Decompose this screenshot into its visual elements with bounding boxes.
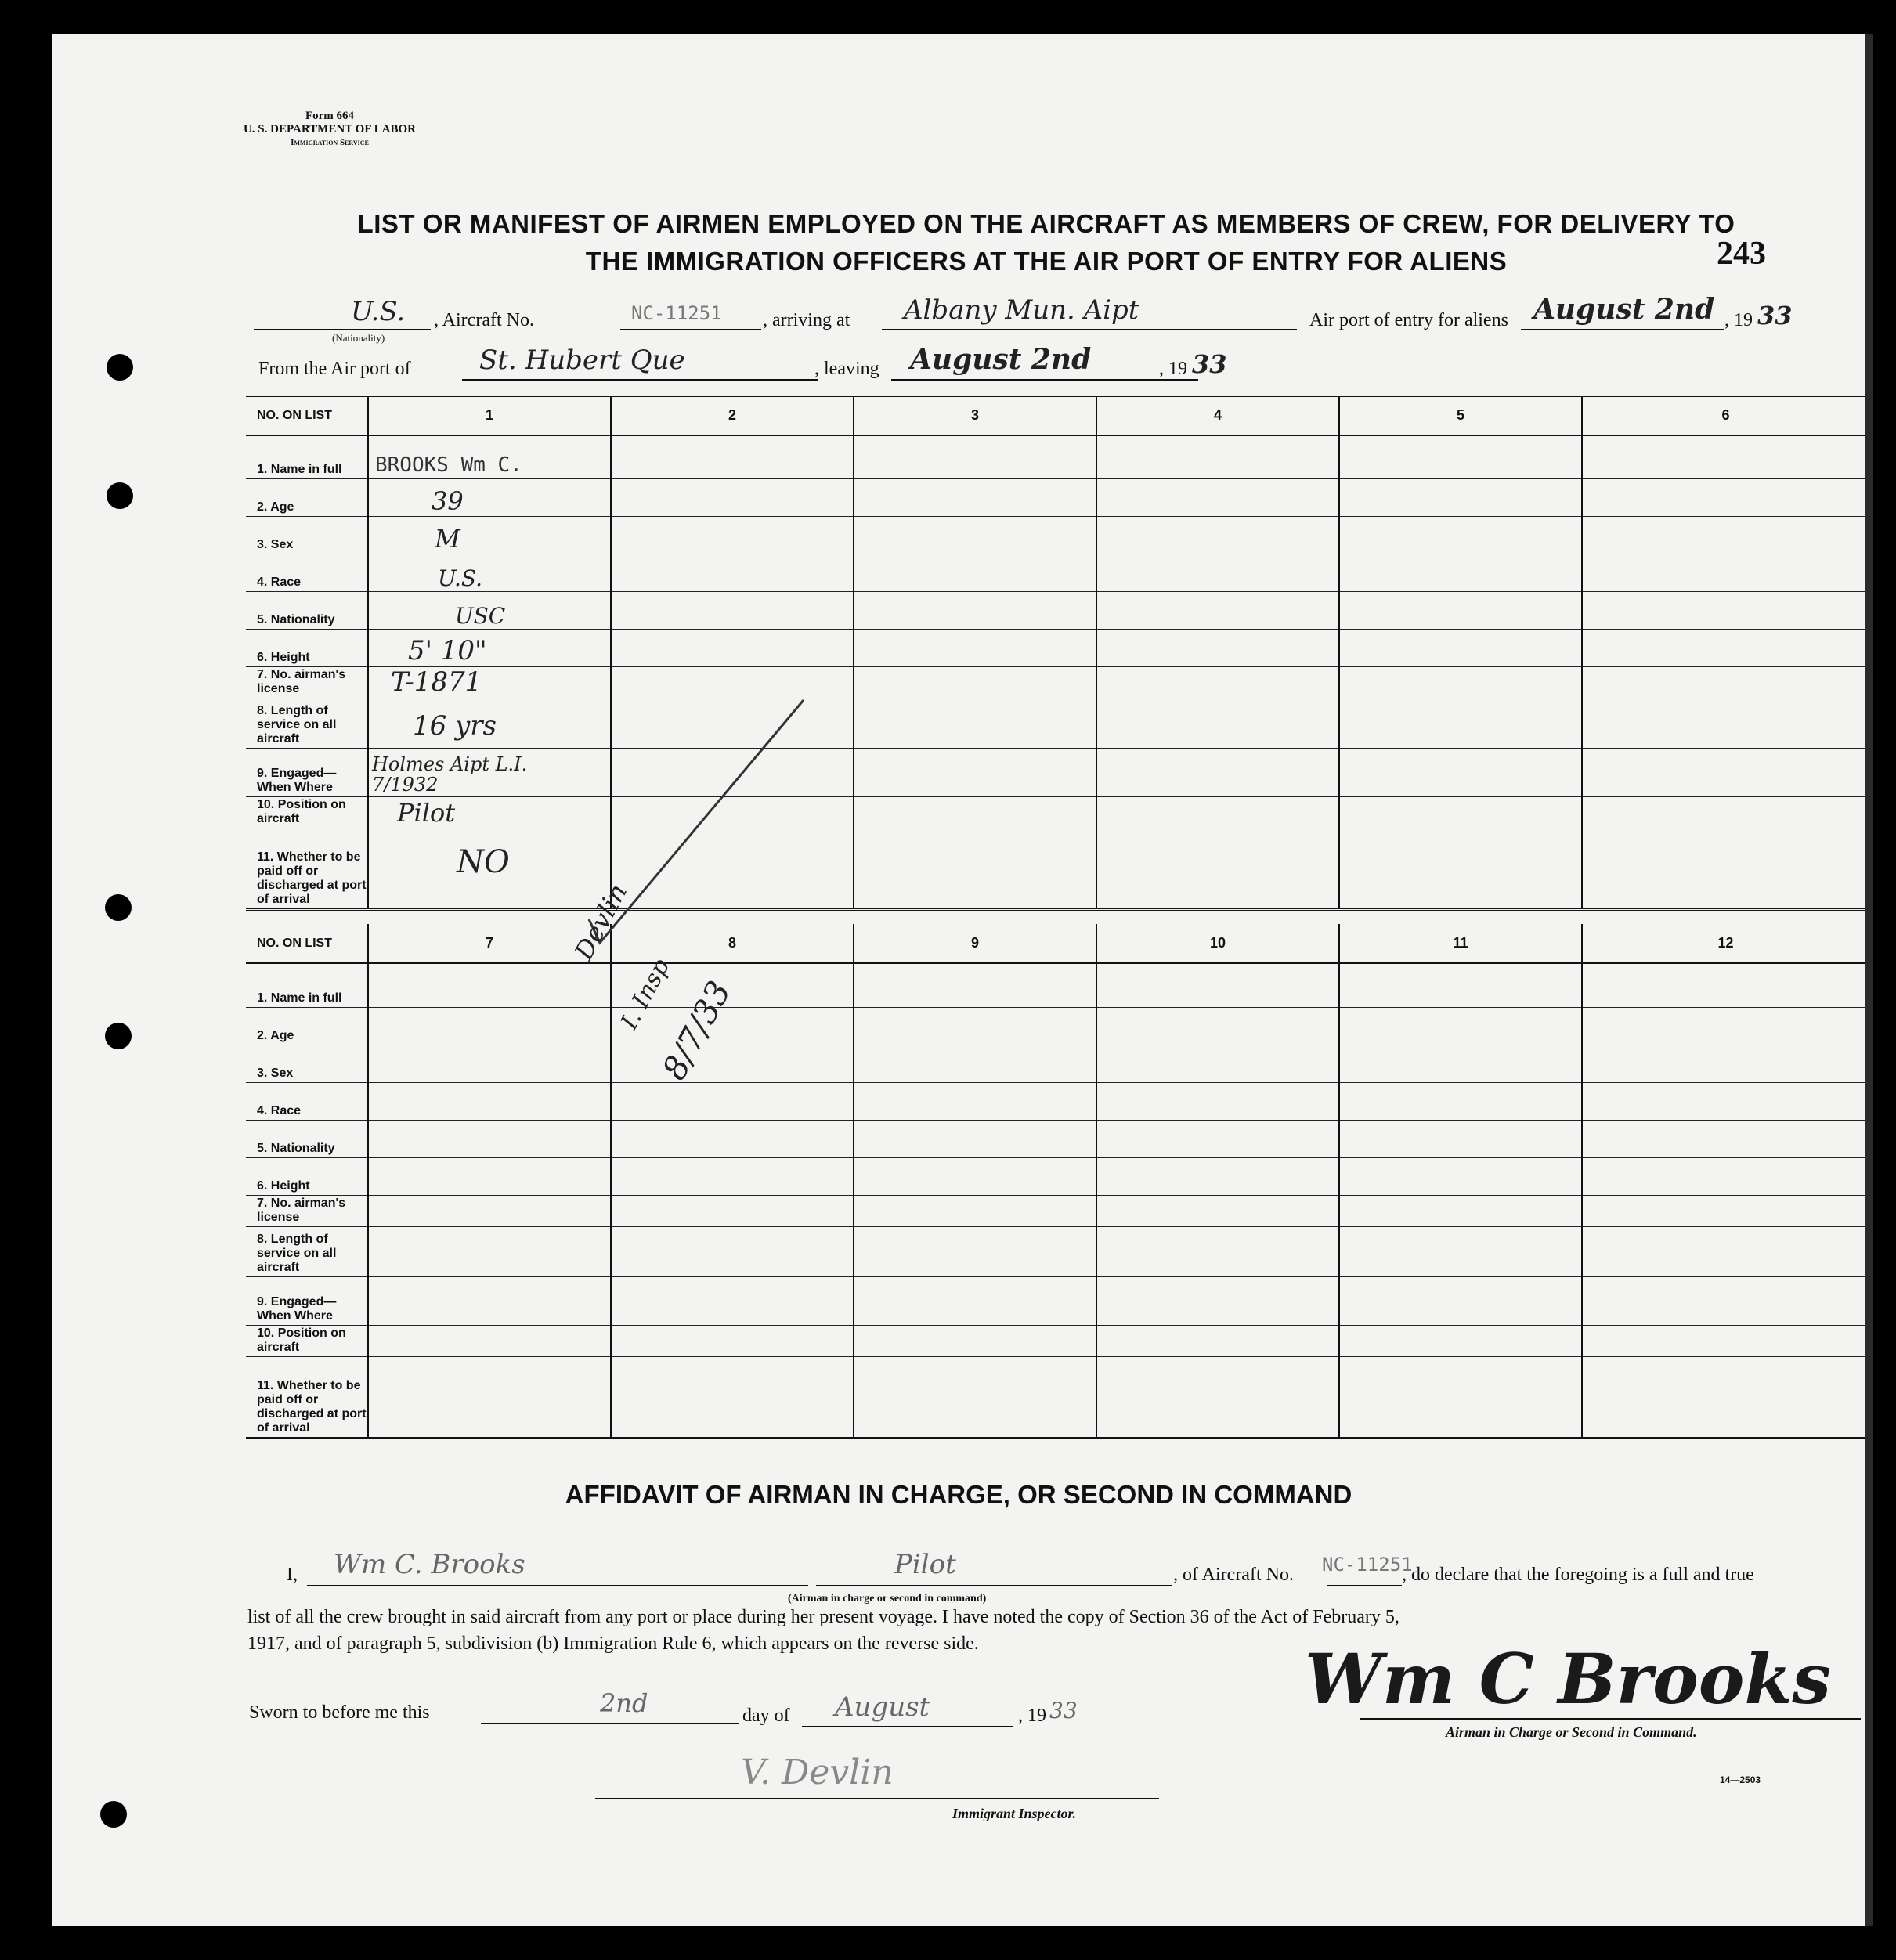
table-cell	[1339, 592, 1582, 630]
from-airport-value: St. Hubert Que	[479, 345, 685, 376]
row-label: 1. Name in full	[246, 963, 368, 1007]
table-cell	[611, 479, 854, 517]
column-header: 6	[1582, 396, 1865, 435]
row-label: 6. Height	[246, 1157, 368, 1195]
arriving-at-value: Albany Mun. Aipt	[904, 294, 1139, 326]
table-cell	[854, 1045, 1096, 1082]
table-cell	[368, 630, 611, 667]
table-cell	[1339, 963, 1582, 1007]
row-label: 8. Length of service on all aircraft	[246, 698, 368, 749]
table-cell	[1339, 630, 1582, 667]
table-cell	[1582, 630, 1865, 667]
from-airport-label: From the Air port of	[258, 359, 411, 379]
table-cell	[1339, 1325, 1582, 1356]
table-cell	[854, 435, 1096, 479]
punch-hole	[105, 894, 132, 921]
table-cell	[854, 479, 1096, 517]
arriving-at-underline	[882, 329, 1297, 330]
crew-license-entry: T-1871	[391, 666, 482, 698]
table-cell	[1096, 828, 1339, 910]
form-title	[208, 205, 1865, 280]
entry-label: Air port of entry for aliens	[1309, 310, 1508, 330]
manifest-form-page	[52, 34, 1865, 1926]
page-number: 243	[1717, 236, 1766, 272]
column-header: 7	[368, 924, 611, 963]
crew-name-entry: BROOKS Wm C.	[375, 453, 522, 477]
table-cell	[854, 749, 1096, 797]
row-label: 2. Age	[246, 1007, 368, 1045]
table-cell	[1582, 1082, 1865, 1120]
table-cell	[1096, 1045, 1339, 1082]
no-on-list-header: NO. ON LIST	[246, 924, 368, 963]
table-cell	[1582, 1157, 1865, 1195]
aircraft-no-label: , Aircraft No.	[434, 310, 534, 330]
department-name: U. S. DEPARTMENT OF LABOR	[243, 123, 417, 135]
table-cell	[1339, 1007, 1582, 1045]
service-name: Immigration Service	[291, 138, 369, 147]
affidavit-i-label: I,	[287, 1565, 298, 1585]
table-cell	[1096, 1226, 1339, 1276]
table-cell	[1582, 1276, 1865, 1325]
row-label: 6. Height	[246, 630, 368, 667]
table-cell	[1339, 1226, 1582, 1276]
table-cell	[1096, 667, 1339, 698]
table-cell	[1096, 1120, 1339, 1157]
table-cell	[1096, 1007, 1339, 1045]
table-cell	[854, 963, 1096, 1007]
table-cell	[1339, 698, 1582, 749]
table-cell	[1582, 667, 1865, 698]
row-label: 9. Engaged— When Where	[246, 1276, 368, 1325]
row-label: 4. Race	[246, 1082, 368, 1120]
table-cell	[611, 1157, 854, 1195]
crew-service-entry: 16 yrs	[413, 710, 497, 742]
sworn-month-underline	[802, 1726, 1013, 1727]
leaving-year-value: 33	[1192, 349, 1227, 379]
crew-discharge-entry: NO	[457, 844, 510, 880]
row-label: 4. Race	[246, 554, 368, 592]
table-cell	[1096, 517, 1339, 554]
table-cell	[1096, 479, 1339, 517]
table-cell	[854, 1157, 1096, 1195]
punch-hole	[107, 354, 133, 381]
column-header: 9	[854, 924, 1096, 963]
crew-engaged-entry: Holmes Aipt L.I. 7/1932	[372, 753, 528, 796]
table-cell	[854, 592, 1096, 630]
no-on-list-header: NO. ON LIST	[246, 396, 368, 435]
table-cell	[1582, 963, 1865, 1007]
table-cell	[368, 1325, 611, 1356]
punch-hole	[105, 1023, 132, 1049]
crew-height-entry: 5' 10"	[408, 635, 487, 666]
affidavit-title: AFFIDAVIT OF AIRMAN IN CHARGE, OR SECOND IN COMMAND	[565, 1480, 1352, 1509]
table-cell	[1339, 1276, 1582, 1325]
table-cell	[1339, 1120, 1582, 1157]
leaving-underline	[891, 379, 1198, 381]
table-cell	[854, 554, 1096, 592]
table-cell	[1096, 1082, 1339, 1120]
table-cell	[854, 1082, 1096, 1120]
row-label: 10. Position on aircraft	[246, 1325, 368, 1356]
inspector-date: 8/7/33	[655, 974, 739, 1087]
table-cell	[368, 1157, 611, 1195]
row-label: 10. Position on aircraft	[246, 797, 368, 828]
table-cell	[368, 554, 611, 592]
table-cell	[854, 1195, 1096, 1226]
from-airport-underline	[462, 379, 818, 381]
title-line-2: THE IMMIGRATION OFFICERS AT THE AIR PORT OF ENTRY FOR ALIENS	[585, 247, 1508, 276]
table-cell	[1339, 667, 1582, 698]
table-cell	[1339, 435, 1582, 479]
table-cell	[1096, 630, 1339, 667]
row-label: 2. Age	[246, 479, 368, 517]
table-cell	[1096, 1356, 1339, 1438]
table-cell	[1582, 1195, 1865, 1226]
table-cell	[1582, 554, 1865, 592]
column-header: 11	[1339, 924, 1582, 963]
sworn-day-label: day of	[742, 1706, 790, 1726]
table-cell	[368, 1276, 611, 1325]
punch-hole	[100, 1801, 127, 1828]
affidavit-body-line-3: 1917, and of paragraph 5, subdivision (b) Immigration Rule 6, which appears on the reverse side.	[247, 1633, 979, 1654]
column-header: 8	[611, 924, 854, 963]
table-cell	[611, 630, 854, 667]
row-label: 3. Sex	[246, 517, 368, 554]
table-cell	[1339, 1157, 1582, 1195]
table-cell	[854, 630, 1096, 667]
table-cell	[1582, 797, 1865, 828]
table-cell	[1096, 1195, 1339, 1226]
row-label: 11. Whether to be paid off or discharged at port of arrival	[246, 828, 368, 910]
table-cell	[1096, 797, 1339, 828]
row-label: 3. Sex	[246, 1045, 368, 1082]
crew-sex-entry: M	[435, 524, 460, 554]
table-cell	[1582, 1120, 1865, 1157]
table-cell	[1096, 592, 1339, 630]
inspector-checkmark	[569, 684, 866, 1013]
crew-nationality-entry: USC	[455, 603, 506, 629]
sworn-year-value: 33	[1049, 1698, 1078, 1724]
affidavit-position-underline	[816, 1585, 1172, 1586]
table-cell	[1339, 554, 1582, 592]
table-cell	[368, 435, 611, 479]
table-cell	[611, 1082, 854, 1120]
table-cell	[1339, 1356, 1582, 1438]
leaving-value: August 2nd	[910, 343, 1092, 376]
table-cell	[368, 1226, 611, 1276]
table-cell	[1582, 698, 1865, 749]
aircraft-no-value: NC-11251	[631, 302, 722, 324]
crew-position-entry: Pilot	[397, 798, 456, 828]
title-line-1: LIST OR MANIFEST OF AIRMEN EMPLOYED ON THE AIRCRAFT AS MEMBERS OF CREW, FOR DELIVERY TO	[357, 209, 1735, 238]
table-cell	[611, 1045, 854, 1082]
table-cell	[611, 1356, 854, 1438]
row-label: 5. Nationality	[246, 592, 368, 630]
table-cell	[1582, 1045, 1865, 1082]
row-label: 11. Whether to be paid off or discharged at port of arrival	[246, 1356, 368, 1438]
airman-signature-underline	[1360, 1718, 1861, 1720]
arriving-at-label: , arriving at	[763, 310, 850, 330]
table-cell	[854, 1226, 1096, 1276]
leaving-label: , leaving	[814, 359, 879, 379]
entry-year-prefix: , 19	[1724, 310, 1753, 330]
crew-table-2	[246, 924, 1865, 1439]
table-cell	[1582, 1007, 1865, 1045]
row-label: 7. No. airman's license	[246, 1195, 368, 1226]
table-cell	[1339, 828, 1582, 910]
table-cell	[1582, 749, 1865, 797]
affidavit-aircraft-value: NC-11251	[1322, 1554, 1413, 1576]
column-header: 5	[1339, 396, 1582, 435]
affidavit-position-value: Pilot	[894, 1549, 956, 1580]
aircraft-no-underline	[620, 329, 761, 330]
table-cell	[611, 1226, 854, 1276]
table-cell	[1096, 698, 1339, 749]
table-cell	[1582, 479, 1865, 517]
table-cell	[611, 1325, 854, 1356]
table-cell	[854, 517, 1096, 554]
table-cell	[368, 1045, 611, 1082]
affidavit-body-line-2: list of all the crew brought in said aircraft from any port or place during her present voyage. I have noted the copy of Section 36 of the Act of February 5,	[247, 1607, 1399, 1627]
table-cell	[1096, 1325, 1339, 1356]
table-cell	[611, 1276, 854, 1325]
table-cell	[1096, 435, 1339, 479]
table-cell	[1582, 517, 1865, 554]
print-code: 14—2503	[1720, 1774, 1761, 1785]
affidavit-declare-text: , do declare that the foregoing is a full and true	[1402, 1565, 1754, 1585]
row-label: 5. Nationality	[246, 1120, 368, 1157]
table-cell	[854, 1120, 1096, 1157]
table-cell	[1582, 592, 1865, 630]
sworn-year-prefix: , 19	[1018, 1706, 1046, 1726]
table-cell	[1582, 1356, 1865, 1438]
table-cell	[611, 517, 854, 554]
table-cell	[611, 1120, 854, 1157]
table-cell	[854, 828, 1096, 910]
table-cell	[1339, 479, 1582, 517]
sworn-month-value: August	[835, 1691, 930, 1723]
sworn-label: Sworn to before me this	[249, 1702, 430, 1723]
table-cell	[1582, 1226, 1865, 1276]
table-cell	[611, 435, 854, 479]
sworn-day-underline	[481, 1723, 739, 1724]
table-cell	[368, 1120, 611, 1157]
column-header: 12	[1582, 924, 1865, 963]
inspector-signature-underline	[595, 1798, 1159, 1799]
affidavit-position-caption: (Airman in charge or second in command)	[788, 1593, 987, 1604]
nationality-underline	[254, 329, 431, 330]
table-cell	[1582, 828, 1865, 910]
inspector-signature: V. Devlin	[741, 1752, 894, 1792]
table-cell	[854, 1356, 1096, 1438]
column-header: 2	[611, 396, 854, 435]
form-number: Form 664	[305, 110, 355, 122]
airman-signature: Wm C Brooks	[1305, 1638, 1831, 1720]
table-cell	[611, 554, 854, 592]
table-cell	[1339, 1045, 1582, 1082]
table-cell	[1339, 749, 1582, 797]
table-cell	[1096, 963, 1339, 1007]
crew-age-entry: 39	[432, 486, 464, 516]
airman-signature-caption: Airman in Charge or Second in Command.	[1446, 1724, 1697, 1740]
table-cell	[854, 1276, 1096, 1325]
table-cell	[368, 1356, 611, 1438]
nationality-value: U.S.	[351, 296, 406, 327]
column-header: 10	[1096, 924, 1339, 963]
table-cell	[611, 592, 854, 630]
row-label: 7. No. airman's license	[246, 667, 368, 698]
table-cell	[1339, 1082, 1582, 1120]
table-cell	[1096, 749, 1339, 797]
table-cell	[1096, 1276, 1339, 1325]
sworn-day-value: 2nd	[600, 1688, 648, 1718]
crew-table-1	[246, 395, 1865, 911]
table-cell	[1582, 1325, 1865, 1356]
inspector-note: Devlin	[569, 879, 634, 965]
table-cell	[1096, 554, 1339, 592]
row-label: 8. Length of service on all aircraft	[246, 1226, 368, 1276]
table-cell	[854, 1325, 1096, 1356]
affidavit-name-underline	[307, 1585, 808, 1586]
leaving-year-prefix: , 19	[1159, 359, 1187, 379]
affidavit-aircraft-label: , of Aircraft No.	[1173, 1565, 1294, 1585]
table-cell	[854, 698, 1096, 749]
table-cell	[1339, 797, 1582, 828]
inspector-signature-caption: Immigrant Inspector.	[952, 1806, 1077, 1821]
punch-hole	[107, 482, 133, 509]
column-header: 1	[368, 396, 611, 435]
affidavit-name-value: Wm C. Brooks	[334, 1549, 525, 1580]
form-header	[240, 110, 420, 150]
page-edge-shadow	[1865, 34, 1873, 1926]
table-cell	[854, 797, 1096, 828]
table-cell	[1582, 435, 1865, 479]
entry-date-underline	[1521, 329, 1724, 330]
table-cell	[854, 667, 1096, 698]
nationality-caption: (Nationality)	[332, 332, 385, 344]
table-cell	[1339, 1195, 1582, 1226]
row-label: 1. Name in full	[246, 435, 368, 479]
entry-year-value: 33	[1757, 301, 1793, 330]
crew-race-entry: U.S.	[438, 565, 483, 591]
table-cell	[854, 1007, 1096, 1045]
table-cell	[368, 1195, 611, 1226]
inspector-note-2: I. Insp	[616, 954, 676, 1034]
table-cell	[368, 592, 611, 630]
column-header: 4	[1096, 396, 1339, 435]
table-cell	[368, 479, 611, 517]
table-cell	[368, 517, 611, 554]
table-cell	[611, 1195, 854, 1226]
entry-date-value: August 2nd	[1533, 293, 1715, 326]
row-label: 9. Engaged— When Where	[246, 749, 368, 797]
table-cell	[1096, 1157, 1339, 1195]
affidavit-aircraft-underline	[1327, 1585, 1402, 1586]
table-cell	[368, 1082, 611, 1120]
column-header: 3	[854, 396, 1096, 435]
table-cell	[1339, 517, 1582, 554]
